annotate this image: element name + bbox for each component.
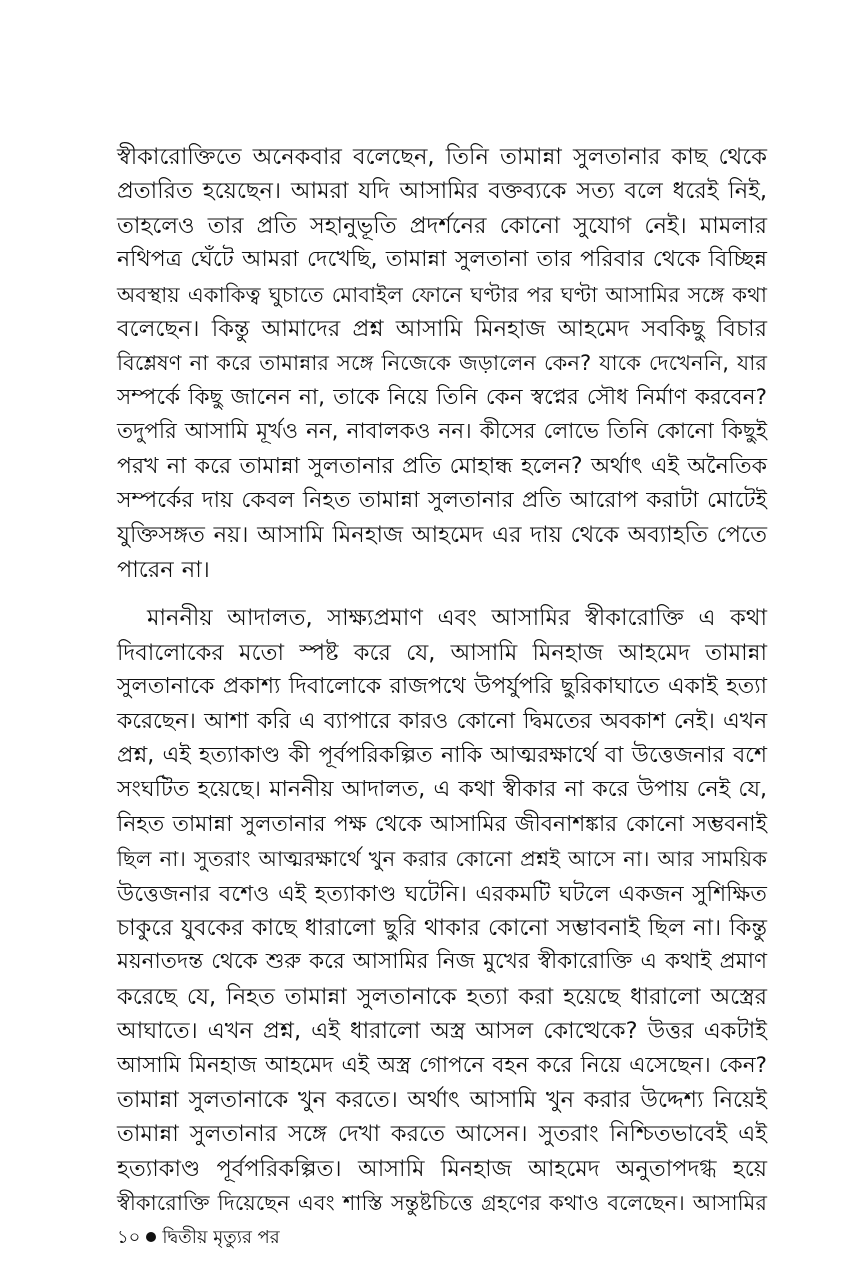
text-line: সম্পর্কে কিছু জানেন না, তাকে নিয়ে তিনি কেন স্বপ্নের সৌধ নির্মাণ করবেন? [117, 384, 767, 410]
paragraph-gap [117, 587, 767, 601]
book-title: দ্বিতীয় মৃত্যুর পর [162, 1227, 280, 1248]
text-line: স্বীকারোক্তিতে অনেকবার বলেছেন, তিনি তামান্না সুলতানার কাছ থেকে [117, 144, 767, 170]
text-line: সুলতানাকে প্রকাশ্য দিবালোকে রাজপথে উপর্যুপরি ছুরিকাঘাতে একাই হত্যা [117, 674, 767, 700]
page-body [117, 140, 767, 1216]
text-line: আঘাতে। এখন প্রশ্ন, এই ধারালো অস্ত্র আসল কোত্থেকে? উত্তর একটাই [117, 1018, 767, 1045]
page-number: ১০ [117, 1227, 141, 1248]
text-line: নিহত তামান্না সুলতানার পক্ষ থেকে আসামির জীবনাশঙ্কার কোনো সম্ভবনাই [117, 811, 767, 837]
text-line: সম্পর্কের দায় কেবল নিহত তামান্না সুলতানার প্রতি আরোপ করাটা মোটেই [117, 488, 767, 514]
text-line: অবস্থায় একাকিত্ব ঘুচাতে মোবাইল ফোনে ঘণ্টার পর ঘণ্টা আসামির সঙ্গে কথা [117, 281, 767, 307]
text-line: ছিল না। সুতরাং আত্মরক্ষার্থে খুন করার কোনো প্রশ্নই আসে না। আর সাময়িক [117, 846, 767, 872]
text-line: সংঘটিত হয়েছে। মাননীয় আদালত, এ কথা স্বীকার না করে উপায় নেই যে, [117, 777, 767, 803]
text-line: স্বীকারোক্তি দিয়েছেন এবং শাস্তি সন্তুষ্টচিত্তে গ্রহণের কথাও বলেছেন। আসামির [117, 1190, 767, 1216]
text-line: নথিপত্র ঘেঁটে আমরা দেখেছি, তামান্না সুলতানা তার পরিবার থেকে বিচ্ছিন্ন [117, 247, 767, 273]
text-line: মাননীয় আদালত, সাক্ষ্যপ্রমাণ এবং আসামির স্বীকারোক্তি এ কথা [147, 605, 767, 632]
text-line: দিবালোকের মতো স্পষ্ট করে যে, আসামি মিনহাজ আহমেদ তামান্না [117, 639, 767, 666]
text-line: করেছে যে, নিহত তামান্না সুলতানাকে হত্যা করা হয়েছে ধারালো অস্ত্রের [117, 983, 767, 1010]
text-line: তাহলেও তার প্রতি সহানুভূতি প্রদর্শনের কোনো সুযোগ নেই। মামলার [117, 212, 767, 239]
text-line: হত্যাকাণ্ড পূর্বপরিকল্পিত। আসামি মিনহাজ আহমেদ অনুতাপদগ্ধ হয়ে [117, 1155, 767, 1182]
text-line: প্রশ্ন, এই হত্যাকাণ্ড কী পূর্বপরিকল্পিত নাকি আত্মরক্ষার্থে বা উত্তেজনার বশে [117, 742, 767, 768]
page-footer [117, 1226, 280, 1250]
text-line: তামান্না সুলতানাকে খুন করতে। অর্থাৎ আসামি খুন করার উদ্দেশ্য নিয়েই [117, 1086, 767, 1113]
text-line: প্রতারিত হয়েছেন। আমরা যদি আসামির বক্তব্যকে সত্য বলে ধরেই নিই, [117, 178, 767, 205]
text-line: উত্তেজনার বশেও এই হত্যাকাণ্ড ঘটেনি। এরকমটি ঘটলে একজন সুশিক্ষিত [117, 880, 767, 907]
text-line: ময়নাতদন্ত থেকে শুরু করে আসামির নিজ মুখের স্বীকারোক্তি এ কথাই প্রমাণ [117, 949, 767, 975]
text-line: চাকুরে যুবকের কাছে ধারালো ছুরি থাকার কোনো সম্ভাবনাই ছিল না। কিন্তু [117, 914, 767, 941]
text-line: তদুপরি আসামি মূর্খও নন, নাবালকও নন। কীসের লোভে তিনি কোনো কিছুই [117, 419, 767, 445]
bullet-separator-icon [146, 1232, 156, 1242]
text-line: আসামি মিনহাজ আহমেদ এই অস্ত্র গোপনে বহন করে নিয়ে এসেছেন। কেন? [117, 1052, 767, 1078]
text-line: বলেছেন। কিন্তু আমাদের প্রশ্ন আসামি মিনহাজ আহমেদ সবকিছু বিচার [117, 316, 767, 343]
paragraph-1 [117, 140, 767, 587]
paragraph-2 [117, 601, 767, 1220]
text-line: পরখ না করে তামান্না সুলতানার প্রতি মোহান্ধ হলেন? অর্থাৎ এই অনৈতিক [117, 453, 767, 479]
text-line: বিশ্লেষণ না করে তামান্নার সঙ্গে নিজেকে জড়ালেন কেন? যাকে দেখেননি, যার [117, 350, 767, 376]
text-line: যুক্তিসঙ্গত নয়। আসামি মিনহাজ আহমেদ এর দায় থেকে অব্যাহতি পেতে [117, 522, 767, 549]
text-line: পারেন না। [117, 556, 210, 583]
text-line: করেছেন। আশা করি এ ব্যাপারে কারও কোনো দ্বিমতের অবকাশ নেই। এখন [117, 708, 767, 734]
text-line: তামান্না সুলতানার সঙ্গে দেখা করতে আসেন। সুতরাং নিশ্চিতভাবেই এই [117, 1121, 767, 1148]
